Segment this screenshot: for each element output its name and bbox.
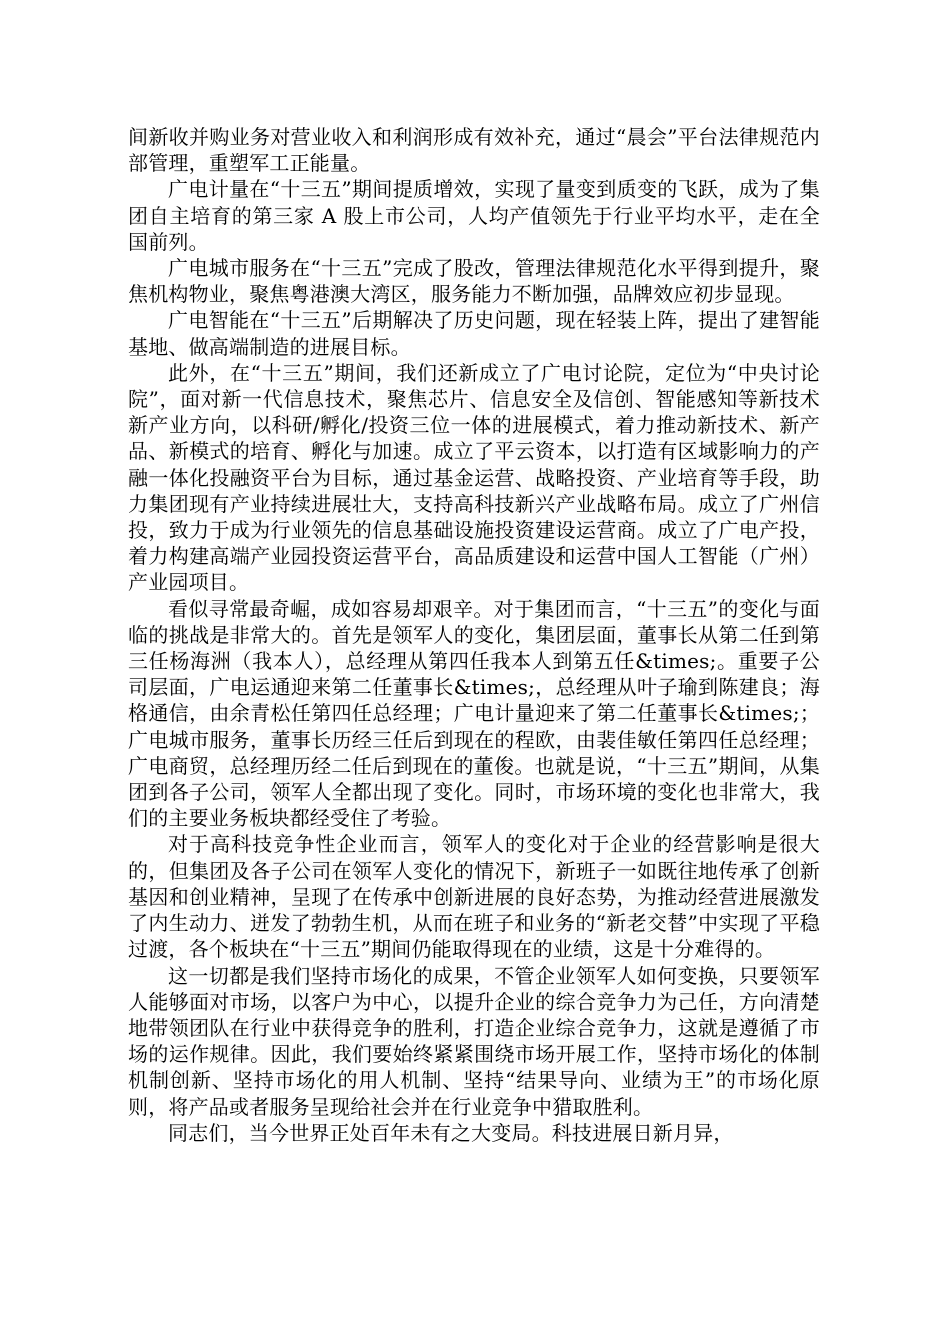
paragraph-continuation: 间新收并购业务对营业收入和利润形成有效补充，通过“晨会”平台法律规范内部管理，重塑军工正能量。 <box>128 125 820 176</box>
paragraph-leadership-impact: 对于高科技竞争性企业而言，领军人的变化对于企业的经营影响是很大的，但集团及各子公司在领军人变化的情况下，新班子一如既往地传承了创新基因和创业精神，呈现了在传承中创新进展的良好态势，为推动经营进展激发了内生动力、迸发了勃勃生机，从而在班子和业务的“新老交替”中实现了平稳过渡，各个板块在“十三五”期间仍能取得现在的业绩，这是十分难得的。 <box>128 832 820 962</box>
paragraph-closing: 同志们，当今世界正处百年未有之大变局。科技进展日新月异， <box>168 1120 734 1145</box>
paragraph-guangdian-intelligence: 广电智能在“十三五”后期解决了历史问题，现在轻装上阵，提出了建智能基地、做高端制造的进展目标。 <box>128 308 820 359</box>
document-body <box>128 124 820 1146</box>
paragraph-market-orientation: 这一切都是我们坚持市场化的成果，不管企业领军人如何变换，只要领军人能够面对市场，以客户为中心，以提升企业的综合竞争力为己任，方向清楚地带领团队在行业中获得竞争的胜利，打造企业综合竞争力，这就是遵循了市场的运作规律。因此，我们要始终紧紧围绕市场开展工作，坚持市场化的体制机制创新、坚持市场化的用人机制、坚持“结果导向、业绩为王”的市场化原则，将产品或者服务呈现给社会并在行业竞争中猎取胜利。 <box>128 963 820 1119</box>
paragraph-leadership-changes: 看似寻常最奇崛，成如容易却艰辛。对于集团而言，“十三五”的变化与面临的挑战是非常大的。首先是领军人的变化，集团层面，董事长从第二任到第三任杨海洲（我本人），总经理从第四任我本人到第五任&times;。重要子公司层面，广电运通迎来第二任董事长&times;，总经理从叶子瑜到陈建良；海格通信，由余青松任第四任总经理；广电计量迎来了第二任董事长&times;；广电城市服务，董事长历经三任后到现在的程欧，由裴佳敏任第四任总经理；广电商贸，总经理历经二任后到现在的董俊。也就是说，“十三五”期间，从集团到各子公司，领军人全都出现了变化。同时，市场环境的变化也非常大，我们的主要业务板块都经受住了考验。 <box>128 596 820 831</box>
paragraph-new-institutions: 此外，在“十三五”期间，我们还新成立了广电讨论院，定位为“中央讨论院”，面对新一代信息技术，聚焦芯片、信息安全及信创、智能感知等新技术新产业方向，以科研/孵化/投资三位一体的进展模式，着力推动新技术、新产品、新模式的培育、孵化与加速。成立了平云资本，以打造有区域影响力的产融一体化投融资平台为目标，通过基金运营、战略投资、产业培育等手段，助力集团现有产业持续进展壮大，支持高科技新兴产业战略布局。成立了广州信投，致力于成为行业领先的信息基础设施投资建设运营商。成立了广电产投，着力构建高端产业园投资运营平台，高品质建设和运营中国人工智能（广州）产业园项目。 <box>128 360 820 595</box>
paragraph-guangdian-metrology: 广电计量在“十三五”期间提质增效，实现了量变到质变的飞跃，成为了集团自主培育的第三家 A 股上市公司，人均产值领先于行业平均水平，走在全国前列。 <box>128 177 820 254</box>
paragraph-guangdian-city-service: 广电城市服务在“十三五”完成了股改，管理法律规范化水平得到提升，聚焦机构物业，聚焦粤港澳大湾区，服务能力不断加强，品牌效应初步显现。 <box>128 256 820 307</box>
